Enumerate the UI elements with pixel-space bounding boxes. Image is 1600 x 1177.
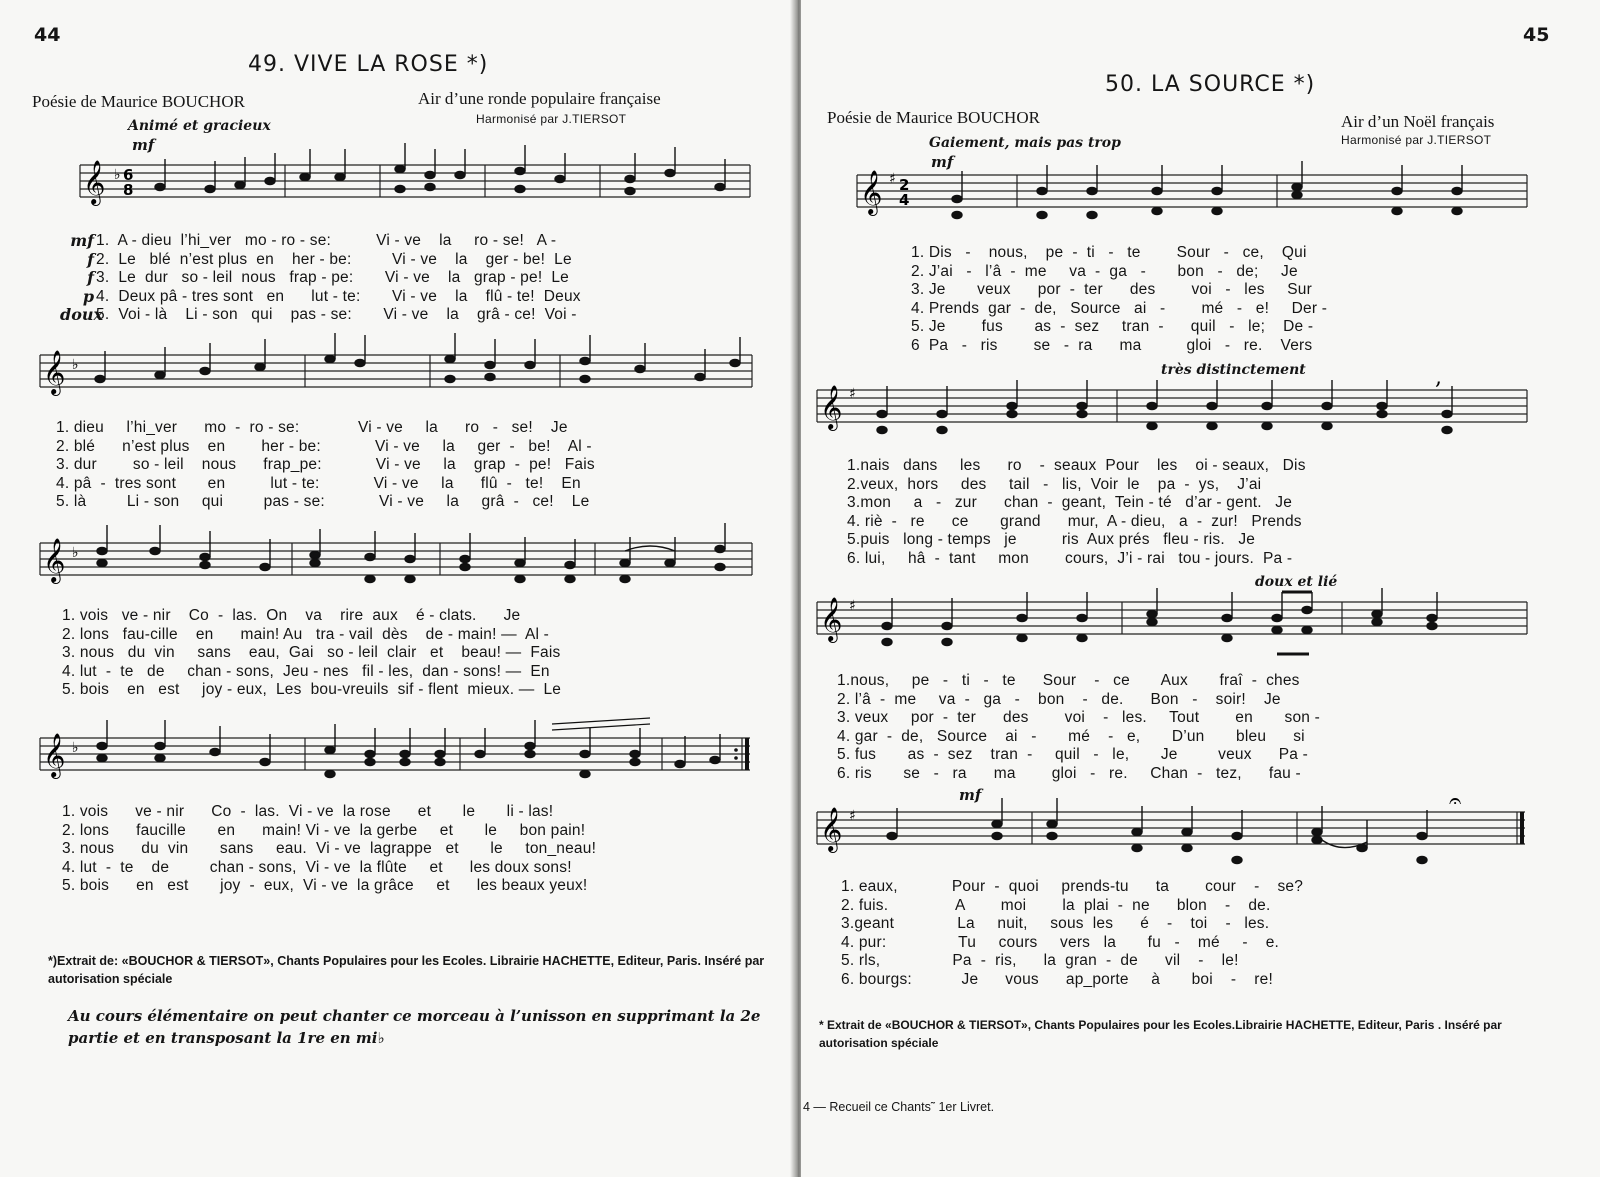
footnote: *)Extrait de: «BOUCHOR & TIERSOT», Chants Populaires pour les Ecoles. Librairie HACHETTE, Editeur, Paris. Inséré par autorisation spéciale — [48, 954, 765, 986]
lyric-line: 4. Prends gar - de, Source ai - mé - e! Der - — [911, 299, 1328, 317]
verse-dynamics — [60, 231, 104, 325]
lyric-line: 1. vois ve - nir Co - las. Vi - ve la rose et le li - las! — [62, 803, 554, 820]
treble-clef-icon: 𝄞 — [83, 160, 106, 204]
lyric-line: 1. eaux, Pour - quoi prends-tu ta cour - se? — [841, 878, 1304, 895]
lyric-line: 5. bois en est joy - eux, Les bou-vreuils sif - flent mieux. — Le — [62, 681, 562, 698]
svg-text:♭: ♭ — [114, 167, 121, 183]
svg-text:,: , — [1435, 365, 1442, 390]
music-staff — [40, 733, 760, 798]
lyric-line: 3. dur so - leil nous frap_pe: Vi - ve la grap - pe! Fais — [56, 456, 595, 473]
verse-dynamic: p — [82, 286, 94, 306]
verse-dynamic: doux — [60, 305, 104, 324]
lyrics-block — [841, 878, 1303, 989]
lyrics-block — [837, 672, 1320, 783]
lyric-line: 1. dieu l’hi_ver mo - ro - se: Vi - ve la ro - se! Je — [56, 419, 568, 436]
teaching-note: Au cours élémentaire on peut chanter ce morceau à l’unisson en supprimant la 2e partie et en transposant la 1re en mi♭ — [68, 1007, 761, 1047]
right-page — [801, 0, 1600, 1177]
page-number: 44 — [34, 24, 61, 46]
lyrics-block — [847, 457, 1306, 568]
lyric-line: 1. Dis - nous, pe - ti - te Sour - ce, Qui — [911, 244, 1307, 261]
air-credit: Air d’un Noël français — [1341, 112, 1495, 131]
verse-dynamic: f — [87, 268, 94, 287]
lyric-line: 1. vois ve - nir Co - las. On va rire aux é - clats. Je — [62, 607, 521, 624]
harmonization-credit: Harmonisé par J.TIERSOT — [1341, 133, 1492, 147]
lyric-line: 5. Voi - là Li - son qui pas - se: Vi - ve la grâ - ce! Voi - — [96, 306, 577, 323]
lyric-line: 3.geant La nuit, sous les é - toi - les. — [841, 915, 1270, 932]
song-title: 50. LA SOURCE *) — [1105, 72, 1316, 97]
lyric-line: 3.mon a - zur chan - geant, Tein - té d’ar - gent. Je — [847, 494, 1293, 511]
lyric-line: 6. ris se - ra ma gloi - re. Chan - tez, fau - — [837, 764, 1301, 782]
treble-clef-icon: 𝄞 — [820, 597, 843, 641]
lyrics-block — [56, 419, 595, 512]
song-title: 49. VIVE LA ROSE *) — [248, 52, 489, 77]
left-page — [0, 0, 795, 1177]
treble-clef-icon: 𝄞 — [43, 350, 66, 394]
lyric-line: 2. blé n’est plus en her - be: Vi - ve la ger - be! Al - — [56, 437, 592, 455]
dynamic-marking-2: mf — [959, 786, 982, 804]
svg-text:♭: ♭ — [72, 545, 79, 561]
treble-clef-icon: 𝄞 — [43, 538, 66, 582]
lyric-line: 2. lons faucille en main! Vi - ve la gerbe et le bon pain! — [62, 821, 586, 839]
lyrics-block — [96, 232, 581, 325]
lyric-line: 2. fuis. A moi la plai - ne blon - de. — [841, 896, 1271, 914]
lyric-line: 1.nais dans les ro - seaux Pour les oi - seaux, Dis — [847, 457, 1306, 474]
svg-text:8: 8 — [123, 181, 134, 199]
lyrics-block — [62, 803, 596, 896]
lyric-line: 5.puis long - temps je ris Aux prés fleu - ris. Je — [847, 531, 1256, 548]
verse-dynamic: f — [87, 249, 94, 269]
lyric-line: 6 Pa - ris se - ra ma gloi - re. Vers — [911, 336, 1313, 354]
lyric-line: 3. nous du vin sans eau. Vi - ve lagrappe et le ton_neau! — [62, 840, 597, 857]
dynamic-marking: mf — [931, 153, 954, 171]
lyric-line: 2. l’â - me va - ga - bon - de. Bon - soir! Je — [837, 690, 1281, 708]
treble-clef-icon: 𝄞 — [820, 385, 843, 429]
lyric-line: 3. veux por - ter des voi - les. Tout en son - — [837, 709, 1320, 726]
lyric-line: 3. Je veux por - ter des voi - les Sur — [911, 281, 1312, 298]
music-staff — [817, 597, 1537, 662]
tempo-marking-3: doux et lié — [1255, 574, 1338, 590]
lyric-line: 6. lui, hâ - tant mon cours, J’i - rai tou - jours. Pa - — [847, 549, 1293, 567]
lyric-line: 2. Le blé n’est plus en her - be: Vi - ve la ger - be! Le — [96, 250, 572, 268]
lyric-line: 5. Je fus as - sez tran - quil - le; De - — [911, 318, 1314, 335]
lyric-line: 4. lut - te de chan - sons, Vi - ve la flûte et les doux sons! — [62, 858, 572, 876]
lyric-line: 4. pur: Tu cours vers la fu - mé - e. — [841, 933, 1280, 951]
svg-text:𝄐: 𝄐 — [1449, 789, 1462, 814]
verse-dynamic: mf — [70, 231, 94, 250]
svg-text:♭: ♭ — [72, 357, 79, 373]
music-staff — [80, 160, 760, 230]
book-signature: 4 — Recueil ce Chants˜ 1er Livret. — [803, 1100, 995, 1114]
svg-text:♯: ♯ — [849, 386, 856, 402]
poet-credit: Poésie de Maurice BOUCHOR — [827, 108, 1040, 127]
lyric-line: 4. lut - te de chan - sons, Jeu - nes fil - les, dan - sons! — En — [62, 662, 550, 680]
treble-clef-icon: 𝄞 — [860, 170, 883, 214]
music-staff — [40, 538, 760, 603]
lyric-line: 2. J’ai - l’â - me va - ga - bon - de; Je — [911, 262, 1298, 280]
lyric-line: 6. bourgs: Je vous ap_porte à boi - re! — [841, 970, 1273, 988]
svg-text:♯: ♯ — [849, 808, 856, 824]
lyric-line: 5. bois en est joy - eux, Vi - ve la grâce et les beaux yeux! — [62, 877, 588, 894]
lyrics-block — [911, 244, 1327, 355]
dynamic-marking: mf — [132, 136, 155, 154]
svg-text:♯: ♯ — [849, 598, 856, 614]
air-credit: Air d’une ronde populaire française — [418, 89, 661, 108]
svg-text:♭: ♭ — [72, 740, 79, 756]
music-staff — [857, 170, 1537, 235]
footnote: * Extrait de «BOUCHOR & TIERSOT», Chants Populaires pour les Ecoles.Librairie HACHETTE, Editeur, Paris . Inséré par autorisation spéciale — [819, 1018, 1502, 1050]
svg-text:6: 6 — [123, 166, 134, 184]
poet-credit: Poésie de Maurice BOUCHOR — [32, 92, 245, 111]
treble-clef-icon: 𝄞 — [43, 733, 66, 777]
treble-clef-icon: 𝄞 — [820, 807, 843, 851]
harmonization-credit: Harmonisé par J.TIERSOT — [476, 112, 627, 126]
lyrics-block — [62, 607, 561, 700]
lyric-line: 3. nous du vin sans eau, Gai so - leil clair et beau! — Fais — [62, 644, 561, 661]
svg-text:4: 4 — [899, 191, 910, 209]
lyric-line: 4. Deux pâ - tres sont en lut - te: Vi - ve la flû - te! Deux — [96, 287, 581, 305]
music-staff — [40, 350, 760, 415]
lyric-line: 5. là Li - son qui pas - se: Vi - ve la grâ - ce! Le — [56, 493, 590, 510]
lyric-line: 2.veux, hors des tail - lis, Voir le pa - ys, J’ai — [847, 475, 1262, 493]
lyric-line: 4. riè - re ce grand mur, A - dieu, a - zur! Prends — [847, 512, 1302, 530]
page-number: 45 — [1523, 24, 1550, 46]
lyric-line: 1. A - dieu l’hi_ver mo - ro - se: Vi - ve la ro - se! A - — [96, 232, 557, 249]
lyric-line: 4. gar - de, Source ai - mé - e, D’un bleu si — [837, 727, 1305, 745]
lyric-line: 1.nous, pe - ti - te Sour - ce Aux fraî - ches — [837, 672, 1300, 689]
lyric-line: 4. pâ - tres sont en lut - te: Vi - ve la flû - te! En — [56, 474, 581, 492]
lyric-line: 5. rls, Pa - ris, la gran - de vil - le! — [841, 952, 1239, 969]
tempo-marking-2: très distinctement — [1161, 362, 1306, 378]
svg-text:2: 2 — [899, 176, 910, 194]
tempo-marking: Gaiement, mais pas trop — [929, 135, 1121, 151]
svg-text:♯: ♯ — [889, 171, 896, 187]
lyric-line: 5. fus as - sez tran - quil - le, Je veux Pa - — [837, 746, 1308, 763]
lyric-line: 3. Le dur so - leil nous frap - pe: Vi - ve la grap - pe! Le — [96, 269, 569, 286]
lyric-line: 2. lons fau-cille en main! Au tra - vail dès de - main! — Al - — [62, 625, 550, 643]
tempo-marking: Animé et gracieux — [128, 118, 271, 134]
